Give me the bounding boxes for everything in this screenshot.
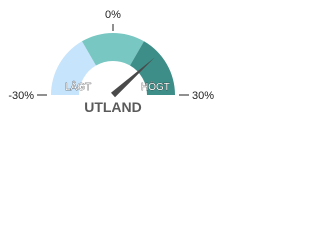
gauge-title: UTLAND xyxy=(84,99,142,115)
gauge-chart xyxy=(0,0,230,128)
gauge-svg xyxy=(0,0,230,128)
gauge-band-label-high: HÖGT xyxy=(141,82,170,93)
gauge-tick-label: -30% xyxy=(8,90,34,102)
gauge-tick-label: 30% xyxy=(192,90,215,102)
gauge-tick-label: 0% xyxy=(105,9,121,21)
gauge-band-label-low: LÅGT xyxy=(65,82,92,93)
